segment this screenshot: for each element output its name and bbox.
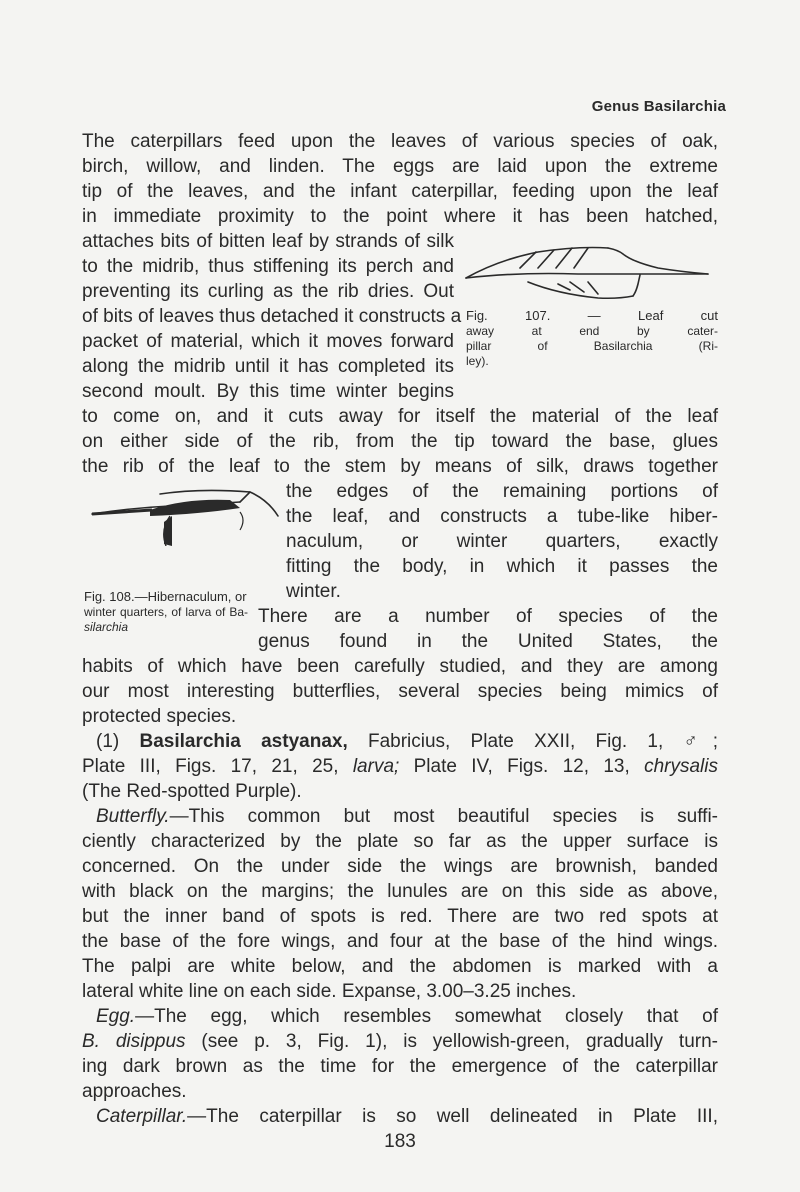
plate-reference-line (82, 756, 718, 778)
text-line: the rib of the leaf to the stem by means of silk, draws together (82, 456, 718, 477)
text-run: —The egg, which resembles somewhat closely that of (135, 1006, 718, 1027)
butterfly-paragraph-start (82, 806, 718, 828)
figure-caption-107: Fig. 107. — Leaf cut (466, 308, 718, 323)
text-line: The caterpillars feed upon the leaves of various species of oak, (82, 131, 718, 152)
egg-label: Egg. (96, 1006, 136, 1027)
text-line: but the inner band of spots is red. There are two red spots at (82, 906, 718, 927)
leaf-cut-figure (458, 242, 718, 300)
text-line: attaches bits of bitten leaf by strands of silk (82, 231, 454, 252)
text-line: of bits of leaves thus detached it constructs a (82, 306, 462, 327)
text-line: naculum, or winter quarters, exactly (286, 531, 718, 552)
text-line: genus found in the United States, the (258, 631, 718, 652)
text-line: approaches. (82, 1081, 187, 1102)
text-line: to come on, and it cuts away for itself the material of the leaf (82, 406, 718, 427)
running-head: Genus Basilarchia (591, 98, 726, 115)
figure-caption-107: pillar of Basilarchia (Ri- (466, 339, 718, 353)
figure-caption-108: Fig. 108.—Hibernaculum, or (84, 589, 247, 604)
figure-caption-107: away at end by cater- (466, 324, 718, 338)
text-line: to the midrib, thus stiffening its perch and (82, 256, 454, 277)
figure-caption-108: silarchia (84, 620, 129, 634)
species-name: Basilarchia astyanax, (139, 731, 348, 752)
species-heading (82, 731, 718, 753)
text-line: habits of which have been carefully studied, and they are among (82, 656, 718, 677)
common-name: (The Red-spotted Purple). (82, 781, 302, 802)
hibernaculum-figure (90, 486, 280, 546)
text-line: packet of material, which it moves forward (82, 331, 454, 352)
text-run: —This common but most beautiful species is suffi- (169, 806, 718, 827)
text-line: the edges of the remaining portions of (286, 481, 718, 502)
species-number: (1) (96, 731, 120, 752)
text-line: the leaf, and constructs a tube-like hiber- (286, 506, 718, 527)
figure-caption-108: winter quarters, of larva of Ba- (84, 605, 248, 619)
text-run: (see p. 3, Fig. 1), is yellowish-green, gradually turn- (185, 1031, 718, 1052)
text-line: tip of the leaves, and the infant caterpillar, feeding upon the leaf (82, 181, 718, 202)
larva-label: larva; (352, 756, 400, 777)
text-line: concerned. On the under side the wings are brownish, banded (82, 856, 718, 877)
text-line: ing dark brown as the time for the emergence of the caterpillar (82, 1056, 718, 1077)
caterpillar-paragraph-start (82, 1106, 718, 1128)
text-line: fitting the body, in which it passes the (286, 556, 718, 577)
chrysalis-label: chrysalis (644, 756, 718, 777)
text-run: —The caterpillar is so well delineated in Plate III, (187, 1106, 718, 1127)
text-line (82, 1031, 718, 1053)
butterfly-label: Butterfly. (96, 806, 170, 827)
plate-text: Plate IV, Figs. 12, 13, (399, 756, 645, 777)
species-reference: B. disippus (82, 1031, 186, 1052)
text-line: There are a number of species of the (258, 606, 718, 627)
text-line: preventing its curling as the rib dries. Out (82, 281, 454, 302)
text-line: the base of the fore wings, and four at the base of the hind wings. (82, 931, 718, 952)
text-line: winter. (286, 581, 341, 602)
text-line: lateral white line on each side. Expanse, 3.00–3.25 inches. (82, 981, 577, 1002)
text-line: along the midrib until it has completed its (82, 356, 454, 377)
egg-paragraph-start (82, 1006, 718, 1028)
text-line: in immediate proximity to the point where it has been hatched, (82, 206, 718, 227)
species-authority: Fabricius, Plate XXII, Fig. 1, ♂; (347, 731, 718, 752)
text-line: on either side of the rib, from the tip toward the base, glues (82, 431, 718, 452)
plate-text: Plate III, Figs. 17, 21, 25, (82, 756, 353, 777)
text-line: protected species. (82, 706, 237, 727)
text-line: with black on the margins; the lunules are on this side as above, (82, 881, 718, 902)
page-number: 183 (384, 1131, 416, 1152)
text-line: The palpi are white below, and the abdomen is marked with a (82, 956, 718, 977)
text-line: ciently characterized by the plate so far as the upper surface is (82, 831, 718, 852)
figure-caption-107: ley). (466, 354, 489, 368)
text-line: birch, willow, and linden. The eggs are laid upon the extreme (82, 156, 718, 177)
text-line: second moult. By this time winter begins (82, 381, 454, 402)
text-line: our most interesting butterflies, several species being mimics of (82, 681, 718, 702)
caterpillar-label: Caterpillar. (96, 1106, 188, 1127)
